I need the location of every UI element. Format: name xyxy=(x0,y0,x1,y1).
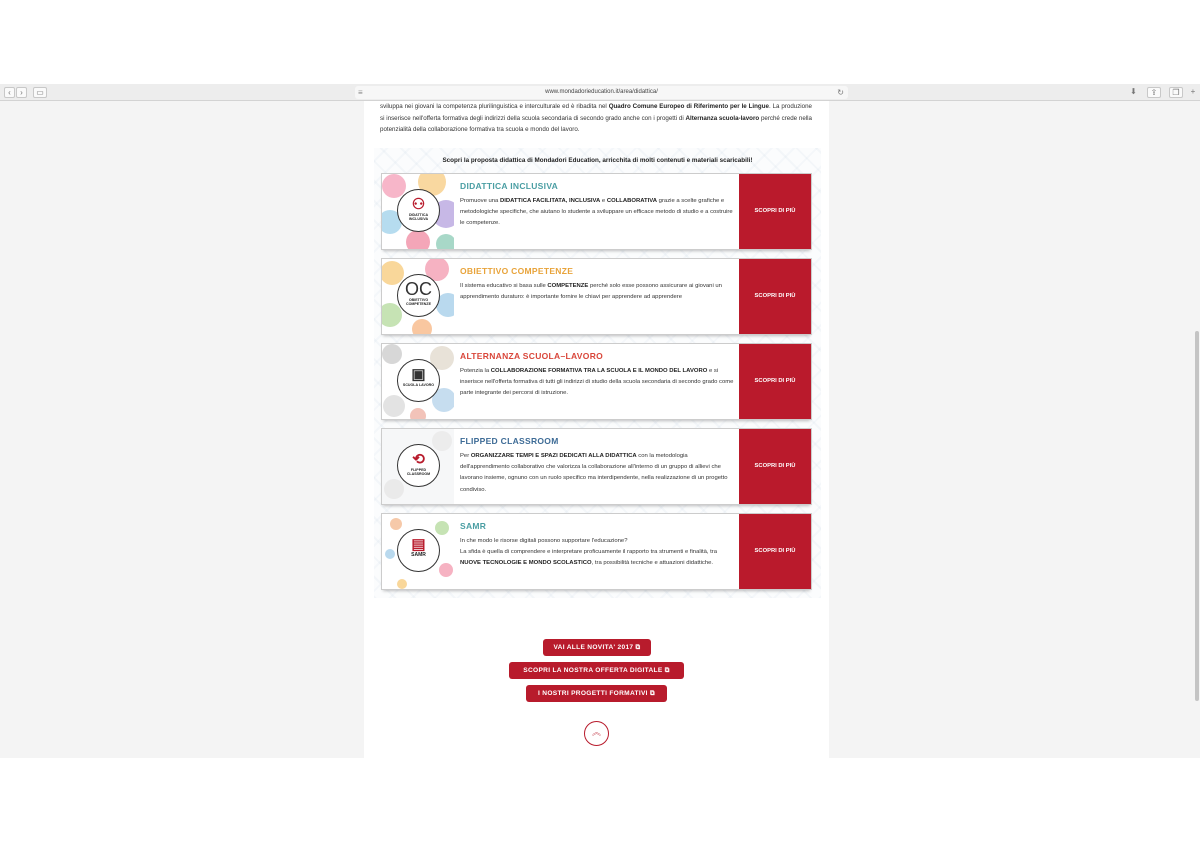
card-text: , tra possibilità tecniche e attuazioni didattiche. xyxy=(591,560,714,567)
card-text: In che modo le risorse digitali possono supportare l'educazione? xyxy=(460,538,628,544)
card-image xyxy=(382,174,454,249)
scuola-lavoro-logo xyxy=(397,359,440,402)
intro-text: sviluppa nei giovani la competenza plurilinguistica e interculturale ed è ribadita nel xyxy=(380,103,609,110)
card-samr xyxy=(381,513,812,590)
card-text: grazie a scelte grafiche e metodologiche specifiche, che aiutano lo studente a sviluppare un efficace metodo di studio e a costruire le competenze. xyxy=(460,198,733,227)
share-icon[interactable]: ⇪ xyxy=(1147,87,1161,98)
button-label: SCOPRI LA NOSTRA OFFERTA DIGITALE xyxy=(523,667,663,674)
oc-logo-mark: OC xyxy=(405,279,432,299)
card-image xyxy=(382,259,454,334)
intro-highlight: Quadro Comune Europeo di Riferimento per le Lingue xyxy=(608,103,769,110)
address-bar[interactable] xyxy=(355,86,848,99)
intro-text: . La produzione si inserisce nell'offerta formativa degli indirizzi della scuola secondaria di secondo grado anche con i progetti di xyxy=(380,103,812,122)
tabs-icon[interactable]: ❐ xyxy=(1169,87,1183,98)
card-text: Potenzia la xyxy=(460,368,491,374)
download-icon[interactable]: ⬇ xyxy=(1130,87,1137,96)
offerta-digitale-button[interactable] xyxy=(509,662,684,679)
flipped-classroom-logo xyxy=(397,444,440,487)
card-description xyxy=(460,536,738,570)
card-body xyxy=(460,436,738,496)
scrollbar-thumb[interactable] xyxy=(1195,331,1199,701)
scrollbar[interactable] xyxy=(1194,101,1200,758)
logo-label: DIDATTICA INCLUSIVA xyxy=(408,213,429,221)
logo-label: SAMR xyxy=(411,552,426,558)
logo-label: SCUOLA LAVORO xyxy=(402,383,435,387)
proposal-section xyxy=(374,148,821,598)
flip-arrow-icon: ⟲ xyxy=(412,451,425,468)
card-text: con la metodologia dell'apprendimento collaborativo che valorizza la collaborazione all'interno di un gruppo di allievi che lavorano insieme, ognuno con un ruolo specifico ma interdipendente, nella realizzazione di un progetto condiviso. xyxy=(460,453,728,493)
card-title: DIDATTICA INCLUSIVA xyxy=(460,181,559,191)
browser-toolbar xyxy=(0,84,1200,101)
scopri-di-piu-button[interactable]: SCOPRI DI PIÙ xyxy=(739,514,811,589)
card-text: e xyxy=(600,198,607,204)
card-text: La sfida è quella di comprendere e interpretare proficuamente il rapporto tra strumenti e finalità, tra xyxy=(460,549,718,556)
card-obiettivo-competenze xyxy=(381,258,812,335)
novita-2017-button[interactable] xyxy=(543,639,651,656)
intro-highlight: Alternanza scuola-lavoro xyxy=(685,114,760,122)
card-text-bold: COLLABORATIVA xyxy=(606,198,658,204)
card-body xyxy=(460,266,738,303)
progetti-formativi-button[interactable] xyxy=(526,685,667,702)
browser-window xyxy=(0,84,1200,758)
card-didattica-inclusiva xyxy=(381,173,812,250)
card-description xyxy=(460,281,738,303)
card-title: SAMR xyxy=(460,521,487,531)
obiettivo-competenze-logo xyxy=(397,274,440,317)
button-label: I NOSTRI PROGETTI FORMATIVI xyxy=(538,690,648,697)
external-link-icon: ⧉ xyxy=(664,667,670,674)
card-text-bold: DIDATTICA FACILITATA, INCLUSIVA xyxy=(499,198,601,204)
card-text: Il sistema educativo si basa sulle xyxy=(460,283,548,289)
sidebar-icon[interactable]: ▭ xyxy=(33,87,47,98)
logo-label: FLIPPED CLASSROOM xyxy=(406,468,431,476)
scopri-di-piu-button[interactable]: SCOPRI DI PIÙ xyxy=(739,429,811,504)
devices-icon: ▤ xyxy=(411,536,426,553)
card-text: Promuove una xyxy=(460,198,500,204)
chevron-up-icon: ︽ xyxy=(591,727,601,737)
url-text: www.mondadorieducation.it/area/didattica/ xyxy=(545,89,658,95)
scopri-di-piu-button[interactable]: SCOPRI DI PIÙ xyxy=(739,174,811,249)
card-image xyxy=(382,429,454,504)
briefcase-icon: ▣ xyxy=(411,366,426,383)
external-link-icon: ⧉ xyxy=(635,644,641,651)
card-body xyxy=(460,521,738,570)
card-image xyxy=(382,344,454,419)
reader-icon[interactable]: ≡ xyxy=(358,88,363,97)
card-title: OBIETTIVO COMPETENZE xyxy=(460,266,574,276)
forward-icon[interactable]: › xyxy=(16,87,27,98)
logo-label: OBIETTIVO COMPETENZE xyxy=(406,298,431,306)
didattica-inclusiva-logo xyxy=(397,189,440,232)
reload-icon[interactable]: ↻ xyxy=(837,88,844,97)
section-headline: Scopri la proposta didattica di Mondadori Education, arricchita di molti contenuti e materiali scaricabili! xyxy=(442,157,753,164)
card-description xyxy=(460,196,738,230)
external-link-icon: ⧉ xyxy=(649,690,655,697)
card-flipped-classroom xyxy=(381,428,812,505)
card-text-bold: COMPETENZE xyxy=(547,283,589,289)
card-description xyxy=(460,366,738,400)
card-text: e si inserisce nell'offerta formativa di tutti gli indirizzi di studio della scuola secondaria di secondo grado come parte integrante dei percorsi di istruzione. xyxy=(460,368,734,397)
card-title: FLIPPED CLASSROOM xyxy=(460,436,559,446)
card-alternanza-scuola-lavoro xyxy=(381,343,812,420)
card-text-bold: COLLABORAZIONE FORMATIVA TRA LA SCUOLA E IL MONDO DEL LAVORO xyxy=(490,368,708,374)
back-icon[interactable]: ‹ xyxy=(4,87,15,98)
scopri-di-piu-button[interactable]: SCOPRI DI PIÙ xyxy=(739,344,811,419)
card-description xyxy=(460,451,738,496)
samr-logo xyxy=(397,529,440,572)
card-text: Per xyxy=(460,453,471,459)
intro-text: perché crede nella potenzialità della collaborazione formativa tra scuola e mondo del lavoro. xyxy=(380,114,812,133)
card-text: perché solo esse possono assicurare ai giovani un apprendimento duraturo: è importante fornire le chiavi per apprendere ad apprendere xyxy=(460,283,722,301)
add-tab-icon[interactable]: + xyxy=(1190,87,1196,96)
page-content xyxy=(364,101,829,758)
card-image xyxy=(382,514,454,589)
card-title: ALTERNANZA SCUOLA–LAVORO xyxy=(460,351,604,361)
card-text-bold: NUOVE TECNOLOGIE E MONDO SCOLASTICO xyxy=(460,560,592,567)
card-text-bold: ORGANIZZARE TEMPI E SPAZI DEDICATI ALLA DIDATTICA xyxy=(470,453,637,459)
scopri-di-piu-button[interactable]: SCOPRI DI PIÙ xyxy=(739,259,811,334)
card-body xyxy=(460,181,738,230)
people-icon: ⚇ xyxy=(411,196,426,213)
button-label: VAI ALLE NOVITA' 2017 xyxy=(553,644,634,651)
card-body xyxy=(460,351,738,400)
back-to-top-button[interactable] xyxy=(584,721,609,746)
intro-paragraph xyxy=(380,101,812,136)
